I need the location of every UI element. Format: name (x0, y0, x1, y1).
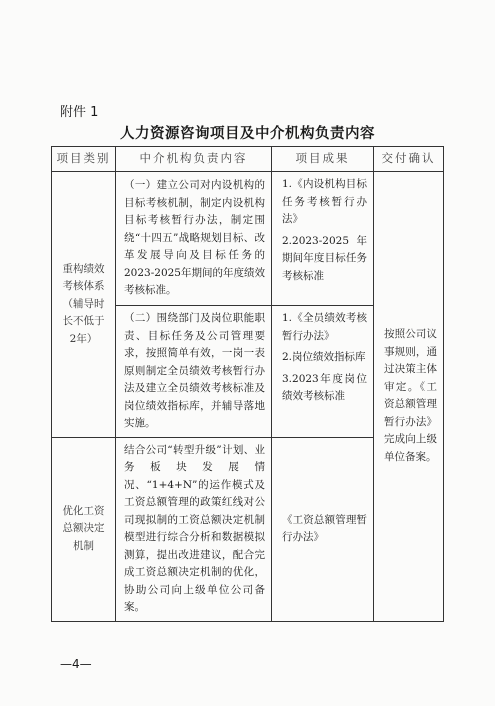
result-item: 1.《内设机构目标任务考核暂行办法》 (282, 178, 367, 225)
table-header-row (52, 147, 444, 172)
result-item: 3.2023年度岗位绩效考核标准 (282, 372, 367, 402)
result-item: 2.2023-2025年期间年度目标任务考核标准 (282, 234, 367, 282)
responsibility-cell: （二）围绕部门及岗位职能职责、目标任务及公司管理要求，按照简单有效，一岗一表原则制定全员绩效考核暂行办法及建立全员绩效考核标准及岗位绩效指标库，并辅导落地实施。 (116, 306, 272, 438)
responsibility-cell: 结合公司“转型升级”计划、业务板块发展情况、“1+4+N”的运作模式及工资总额管理的政策红线对公司现拟制的工资总额决定机制模型进行综合分析和数据模拟测算，提出改进建议，配合完成工资总额决定机制的优化，协助公司向上级单位公司备案。 (116, 437, 272, 621)
table-row (52, 172, 444, 306)
header-delivery: 交付确认 (374, 147, 444, 172)
responsibility-cell: （一）建立公司对内设机构的目标考核机制，制定内设机构目标考核暂行办法，制定围绕“十四五”战略规划目标、改革发展导向及目标任务的2023-2025年期间的年度绩效考核标准。 (116, 172, 272, 306)
document-title: 人力资源咨询项目及中介机构负责内容 (120, 125, 375, 142)
results-cell (272, 172, 374, 306)
delivery-cell: 按照公司议事规则，通过决策主体审定。《工资总额管理暂行办法》完成向上级单位备案。 (374, 172, 444, 622)
attachment-label: 附件 1 (60, 105, 99, 120)
result-item: 1.《全员绩效考核暂行办法》 (282, 312, 367, 342)
header-category: 项目类别 (52, 147, 116, 172)
header-results: 项目成果 (272, 147, 374, 172)
result-item: 《工资总额管理暂行办法》 (282, 513, 367, 543)
page-number: —4— (60, 657, 92, 671)
results-cell (272, 306, 374, 438)
header-responsibility: 中介机构负责内容 (116, 147, 272, 172)
content-table (51, 146, 444, 622)
result-item: 2.岗位绩效指标库 (282, 351, 366, 363)
category-cell: 重构绩效考核体系（辅导时长不低于2年） (52, 172, 116, 438)
category-cell: 优化工资总额决定机制 (52, 437, 116, 621)
results-cell (272, 437, 374, 621)
